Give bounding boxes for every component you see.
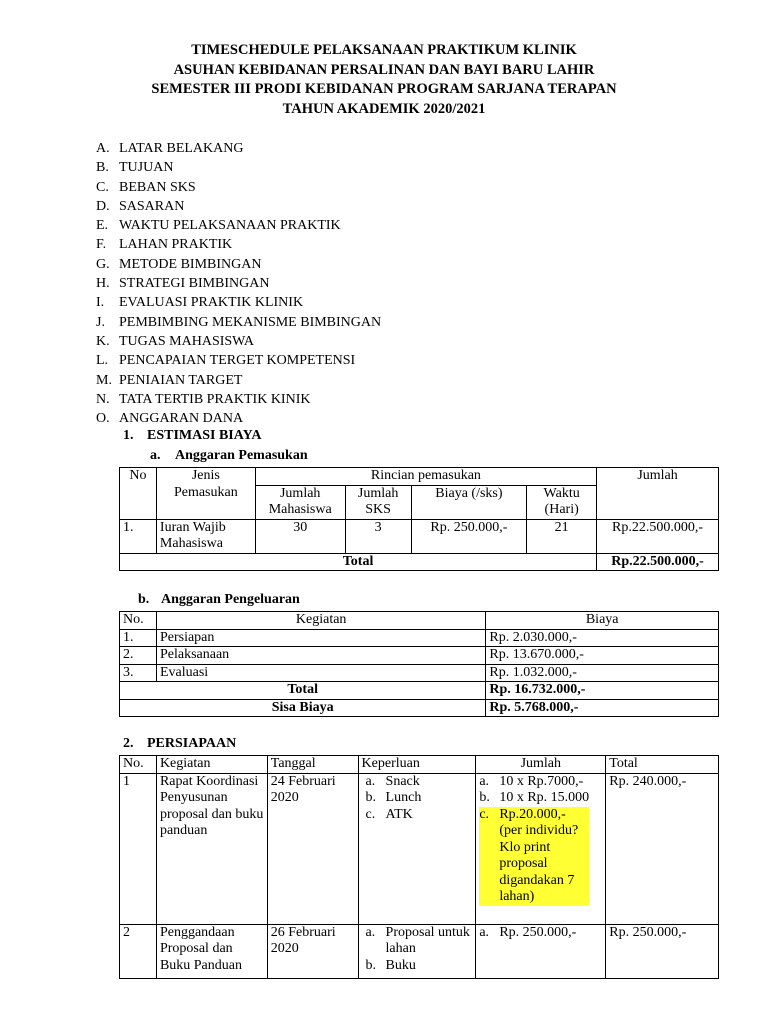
list-text: Proposal untuk lahan bbox=[385, 924, 470, 956]
prep-header-kegiatan: Kegiatan bbox=[156, 756, 267, 774]
outline-letter: C. bbox=[96, 179, 109, 195]
prep-cell-total: Rp. 250.000,- bbox=[606, 924, 719, 978]
list-item bbox=[366, 807, 473, 824]
outline-text: LAHAN PRAKTIK bbox=[119, 237, 233, 253]
section-heading-estimasi bbox=[123, 428, 262, 444]
outline-letter: N. bbox=[96, 391, 110, 407]
outline-letter: K. bbox=[96, 333, 110, 349]
list-text: ATK bbox=[385, 806, 413, 822]
outline-item bbox=[96, 255, 381, 274]
prep-header-jumlah: Jumlah bbox=[476, 756, 606, 774]
subheading-pemasukan bbox=[150, 448, 308, 464]
list-marker: a. bbox=[479, 773, 490, 789]
title-line-2: ASUHAN KEBIDANAN PERSALINAN DAN BAYI BARU LAHIR bbox=[173, 61, 595, 78]
outline-letter: A. bbox=[96, 141, 110, 156]
outline-text: METODE BIMBINGAN bbox=[119, 256, 262, 272]
outline-item bbox=[96, 371, 381, 390]
outline-list bbox=[96, 139, 381, 428]
prep-cell-tanggal: 24 Februari 2020 bbox=[267, 773, 358, 924]
list-marker: b. bbox=[479, 790, 490, 805]
list-text: 10 x Rp.7000,- bbox=[499, 773, 584, 789]
expense-cell-kegiatan: Pelaksanaan bbox=[156, 647, 485, 665]
income-cell-mahasiswa: 30 bbox=[255, 519, 345, 553]
list-item bbox=[479, 774, 602, 791]
list-marker: a. bbox=[365, 773, 376, 789]
section-title: PERSIAPAAN bbox=[147, 736, 237, 751]
list-item bbox=[366, 790, 473, 807]
prep-cell-no: 1 bbox=[120, 773, 157, 924]
income-cell-sks: 3 bbox=[345, 519, 411, 553]
prep-table bbox=[119, 755, 719, 979]
income-header-jumlah-sks: Jumlah SKS bbox=[345, 485, 411, 519]
prep-cell-no: 2 bbox=[120, 924, 157, 978]
list-item bbox=[366, 925, 473, 958]
prep-header-keperluan: Keperluan bbox=[358, 756, 476, 774]
subheading-letter: b. bbox=[138, 592, 150, 607]
title-line-4: TAHUN AKADEMIK 2020/2021 bbox=[282, 100, 486, 117]
title-line-3: SEMESTER III PRODI KEBIDANAN PROGRAM SARJANA TERAPAN bbox=[151, 81, 617, 97]
outline-letter: G. bbox=[96, 256, 110, 272]
prep-cell-tanggal: 26 Februari 2020 bbox=[267, 924, 358, 978]
income-total-value: Rp.22.500.000,- bbox=[597, 553, 719, 571]
title-line-1: TIMESCHEDULE PELAKSANAAN PRAKTIKUM KLINIK bbox=[191, 42, 577, 58]
prep-header-total: Total bbox=[606, 756, 719, 774]
outline-item bbox=[96, 293, 381, 312]
outline-letter: L. bbox=[96, 353, 109, 369]
outline-text: LATAR BELAKANG bbox=[119, 141, 244, 156]
outline-letter: E. bbox=[96, 218, 109, 234]
income-header-waktu: Waktu (Hari) bbox=[527, 485, 597, 519]
list-text: Snack bbox=[385, 773, 420, 789]
income-header-jenis: Jenis Pemasukan bbox=[156, 468, 255, 520]
income-total-label: Total bbox=[120, 553, 597, 571]
outline-item bbox=[96, 197, 381, 216]
section-number: 1. bbox=[123, 428, 134, 443]
expense-header-no: No. bbox=[120, 612, 157, 630]
list-marker: a. bbox=[479, 924, 490, 940]
subheading-title: Anggaran Pengeluaran bbox=[161, 592, 300, 607]
income-header-jumlah: Jumlah bbox=[597, 468, 719, 520]
section-number: 2. bbox=[123, 736, 134, 751]
income-header-no: No bbox=[120, 468, 157, 520]
expense-cell-kegiatan: Persiapan bbox=[156, 629, 485, 647]
list-item bbox=[366, 958, 473, 975]
expense-header-biaya: Biaya bbox=[486, 612, 719, 630]
income-header-biaya: Biaya (/sks) bbox=[411, 485, 527, 519]
expense-cell-biaya: Rp. 2.030.000,- bbox=[486, 629, 719, 647]
list-text: 10 x Rp. 15.000 bbox=[499, 790, 590, 805]
table-row bbox=[120, 773, 719, 924]
outline-letter: D. bbox=[96, 198, 110, 214]
income-cell-biaya: Rp. 250.000,- bbox=[411, 519, 527, 553]
outline-letter: O. bbox=[96, 411, 110, 427]
expense-cell-no: 2. bbox=[120, 647, 157, 665]
income-cell-waktu: 21 bbox=[527, 519, 597, 553]
prep-cell-kegiatan: Penggandaan Proposal dan Buku Panduan bbox=[156, 924, 267, 978]
outline-item bbox=[96, 351, 381, 370]
highlighted-text: Rp.20.000,- (per individu? Klo print proposal digandakan 7 lahan) bbox=[499, 807, 589, 906]
expense-cell-biaya: Rp. 1.032.000,- bbox=[486, 664, 719, 682]
table-row bbox=[120, 647, 719, 665]
expense-sisa-value: Rp. 5.768.000,- bbox=[486, 699, 719, 717]
expense-total-label: Total bbox=[120, 682, 486, 700]
list-marker: c. bbox=[365, 806, 376, 822]
subheading-pengeluaran bbox=[138, 592, 300, 608]
prep-header-no: No. bbox=[120, 756, 157, 774]
document-title bbox=[0, 41, 768, 119]
list-item-highlighted bbox=[479, 807, 602, 906]
expense-header-kegiatan: Kegiatan bbox=[156, 612, 485, 630]
list-item bbox=[479, 925, 602, 942]
income-cell-jenis: Iuran Wajib Mahasiswa bbox=[156, 519, 255, 553]
outline-text: SASARAN bbox=[119, 198, 185, 214]
outline-text: PENCAPAIAN TERGET KOMPETENSI bbox=[119, 353, 356, 369]
outline-item bbox=[96, 390, 381, 409]
income-header-jumlah-mahasiswa: Jumlah Mahasiswa bbox=[255, 485, 345, 519]
expense-cell-biaya: Rp. 13.670.000,- bbox=[486, 647, 719, 665]
outline-text: WAKTU PELAKSANAAN PRAKTIK bbox=[119, 218, 341, 234]
outline-item bbox=[96, 409, 381, 428]
outline-text: ANGGARAN DANA bbox=[119, 411, 244, 427]
outline-item bbox=[96, 313, 381, 332]
list-marker: c. bbox=[479, 807, 499, 906]
outline-text: TUJUAN bbox=[119, 160, 174, 176]
subheading-title: Anggaran Pemasukan bbox=[175, 448, 308, 463]
outline-text: TATA TERTIB PRAKTIK KINIK bbox=[119, 391, 311, 407]
outline-letter: H. bbox=[96, 276, 110, 292]
expense-cell-kegiatan: Evaluasi bbox=[156, 664, 485, 682]
expense-total-value: Rp. 16.732.000,- bbox=[486, 682, 719, 700]
expense-table bbox=[119, 611, 719, 717]
outline-letter: M. bbox=[96, 372, 112, 388]
outline-text: TUGAS MAHASISWA bbox=[119, 333, 254, 349]
outline-letter: B. bbox=[96, 160, 109, 176]
outline-item bbox=[96, 139, 381, 158]
income-header-rincian: Rincian pemasukan bbox=[255, 468, 596, 486]
outline-item bbox=[96, 178, 381, 197]
income-table bbox=[119, 467, 719, 571]
outline-item bbox=[96, 158, 381, 177]
list-item bbox=[479, 790, 602, 807]
list-text: Lunch bbox=[385, 790, 422, 805]
outline-item bbox=[96, 274, 381, 293]
income-cell-jumlah: Rp.22.500.000,- bbox=[597, 519, 719, 553]
outline-text: PEMBIMBING MEKANISME BIMBINGAN bbox=[119, 314, 382, 330]
prep-cell-jumlah bbox=[476, 773, 606, 924]
list-text: Buku bbox=[385, 957, 416, 973]
prep-cell-keperluan bbox=[358, 773, 476, 924]
expense-cell-no: 1. bbox=[120, 629, 157, 647]
prep-cell-kegiatan: Rapat Koordinasi Penyusunan proposal dan buku panduan bbox=[156, 773, 267, 924]
table-row bbox=[120, 629, 719, 647]
outline-letter: J. bbox=[96, 314, 105, 330]
table-row bbox=[120, 664, 719, 682]
prep-cell-jumlah bbox=[476, 924, 606, 978]
table-row bbox=[120, 924, 719, 978]
prep-cell-total: Rp. 240.000,- bbox=[606, 773, 719, 924]
list-item bbox=[366, 774, 473, 791]
outline-text: PENIAIAN TARGET bbox=[119, 372, 243, 388]
list-marker: b. bbox=[365, 790, 377, 805]
prep-header-tanggal: Tanggal bbox=[267, 756, 358, 774]
outline-text: EVALUASI PRAKTIK KLINIK bbox=[119, 295, 304, 311]
expense-cell-no: 3. bbox=[120, 664, 157, 682]
outline-text: BEBAN SKS bbox=[119, 179, 196, 195]
outline-letter: F. bbox=[96, 237, 107, 253]
list-marker: b. bbox=[365, 957, 377, 973]
list-text: Rp. 250.000,- bbox=[499, 924, 577, 940]
outline-item bbox=[96, 235, 381, 254]
subheading-letter: a. bbox=[150, 448, 161, 463]
outline-item bbox=[96, 216, 381, 235]
outline-item bbox=[96, 332, 381, 351]
prep-cell-keperluan bbox=[358, 924, 476, 978]
table-row bbox=[120, 519, 719, 553]
section-heading-persiapaan bbox=[123, 736, 236, 752]
income-cell-no: 1. bbox=[120, 519, 157, 553]
list-marker: a. bbox=[365, 924, 376, 940]
outline-text: STRATEGI BIMBINGAN bbox=[119, 276, 270, 292]
expense-sisa-label: Sisa Biaya bbox=[120, 699, 486, 717]
outline-letter: I. bbox=[96, 295, 105, 311]
section-title: ESTIMASI BIAYA bbox=[147, 428, 262, 443]
